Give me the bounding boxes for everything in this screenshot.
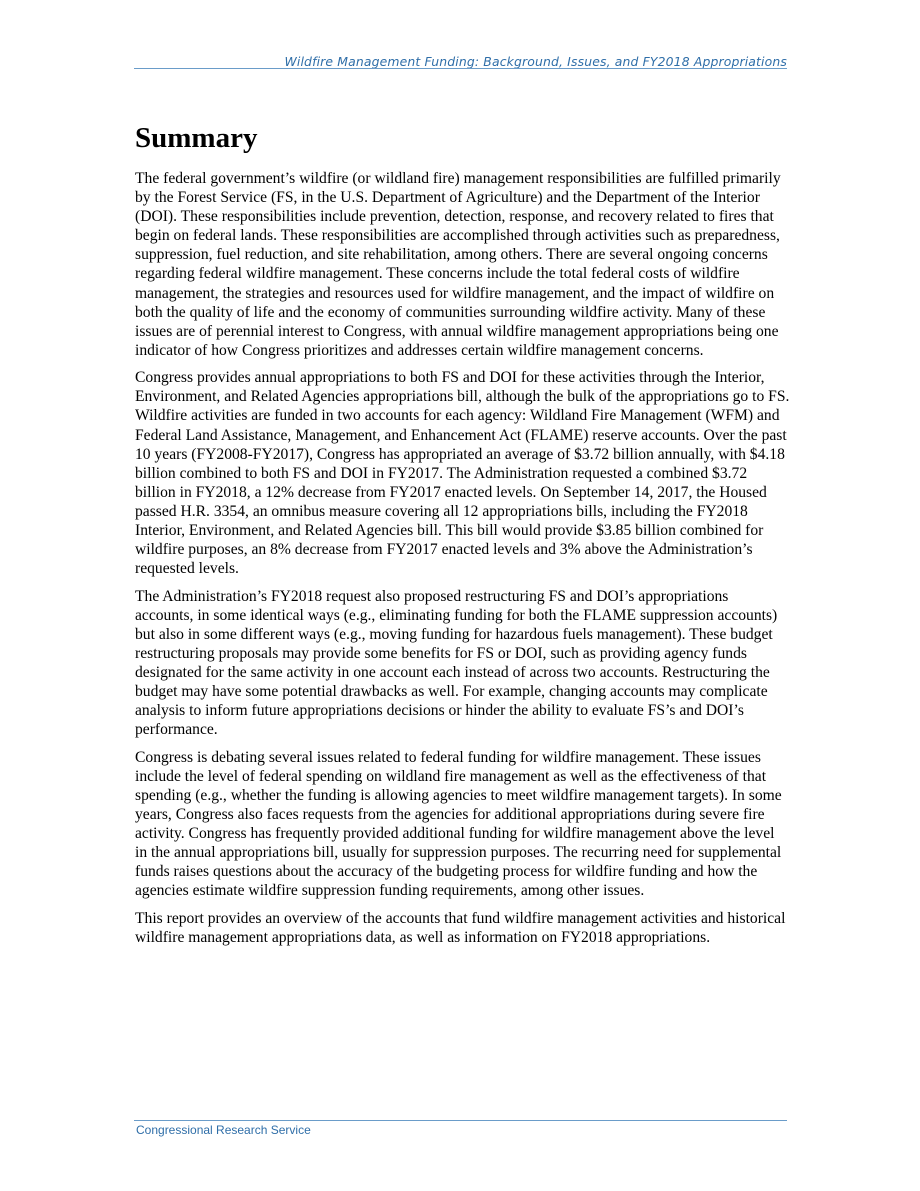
summary-body [135,169,790,955]
header-divider [134,68,787,69]
paragraph: Congress provides annual appropriations to both FS and DOI for these activities through the Interior, Environment, and Related Agencies appropriations bill, although the bulk of the appropriations go to FS. Wildfire activities are funded in two accounts for each agency: Wildland Fire Management (WFM) and Federal Land Assistance, Management, and Enhancement Act (FLAME) reserve accounts. Over the past 10 years (FY2008-FY2017), Congress has appropriated an average of $3.72 billion annually, with $4.18 billion combined to both FS and DOI in FY2017. The Administration requested a combined $3.72 billion in FY2018, a 12% decrease from FY2017 enacted levels. On September 14, 2017, the Housed passed H.R. 3354, an omnibus measure covering all 12 appropriations bills, including the FY2018 Interior, Environment, and Related Agencies bill. This bill would provide $3.85 billion combined for wildfire purposes, an 8% decrease from FY2017 enacted levels and 3% above the Administration’s requested levels. [135,369,790,578]
footer-divider [134,1120,787,1121]
footer-organization: Congressional Research Service [136,1123,311,1137]
section-title: Summary [135,122,258,154]
running-header-title: Wildfire Management Funding: Background, Issues, and FY2018 Appropriations [284,54,787,69]
paragraph: The federal government’s wildfire (or wildland fire) management responsibilities are fulfilled primarily by the Forest Service (FS, in the U.S. Department of Agriculture) and the Department of the Interior (DOI). These responsibilities include prevention, detection, response, and recovery related to fires that begin on federal lands. These responsibilities are accomplished through activities such as preparedness, suppression, fuel reduction, and site rehabilitation, among others. There are several ongoing concerns regarding federal wildfire management. These concerns include the total federal costs of wildfire management, the strategies and resources used for wildfire management, and the impact of wildfire on both the quality of life and the economy of communities surrounding wildfire activity. Many of these issues are of perennial interest to Congress, with annual wildfire management appropriations being one indicator of how Congress prioritizes and addresses certain wildfire management concerns. [135,170,781,359]
paragraph: Congress is debating several issues related to federal funding for wildfire management. These issues include the level of federal spending on wildland fire management as well as the effectiveness of that spending (e.g., whether the funding is allowing agencies to meet wildfire management targets). In some years, Congress also faces requests from the agencies for additional appropriations during severe fire activity. Congress has frequently provided additional funding for wildfire management above the level in the annual appropriations bill, usually for suppression purposes. The recurring need for supplemental funds raises questions about the accuracy of the budgeting process for wildfire funding and how the agencies estimate wildfire suppression funding requirements, among other issues. [135,748,782,900]
paragraph: This report provides an overview of the accounts that fund wildfire management activities and historical wildfire management appropriations data, as well as information on FY2018 appropriations. [135,909,786,946]
paragraph: The Administration’s FY2018 request also proposed restructuring FS and DOI’s appropriations accounts, in some identical ways (e.g., eliminating funding for both the FLAME suppression accounts) but also in some different ways (e.g., moving funding for hazardous fuels management). These budget restructuring proposals may provide some benefits for FS or DOI, such as providing agency funds designated for the same activity in one account each instead of across two accounts. Restructuring the budget may have some potential drawbacks as well. For example, changing accounts may complicate analysis to inform future appropriations decisions or hinder the ability to evaluate FS’s and DOI’s performance. [135,587,778,739]
